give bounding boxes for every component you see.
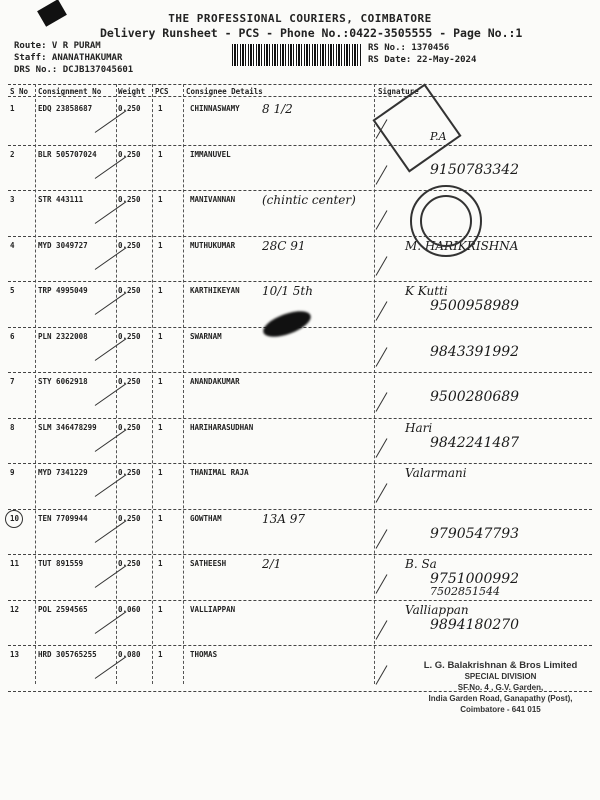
cell-weight: 0.250 <box>118 377 141 386</box>
cell-weight: 0.250 <box>118 468 141 477</box>
round-seal-inner <box>420 195 472 247</box>
stamp-line-address1: SF.No. 4 , G.V. Garden, <box>457 683 544 692</box>
cell-weight: 0.250 <box>118 286 141 295</box>
col-header-sno: S No <box>10 87 29 96</box>
header-separator <box>8 96 592 97</box>
cell-weight: 0.250 <box>118 240 141 250</box>
cell-sno: 9 <box>10 468 15 477</box>
delivery-tick-mark <box>95 247 127 270</box>
cell-pcs: 1 <box>158 331 163 341</box>
cell-consignment: HRD 305765255 <box>38 650 97 659</box>
delivery-tick-mark <box>95 383 127 406</box>
cell-consignee: THANIMAL RAJA <box>190 468 249 477</box>
table-row <box>0 555 600 601</box>
handwritten-signature: K Kutti <box>405 284 448 298</box>
handwritten-phone: 9500280689 <box>430 389 520 405</box>
handwritten-signature: Valliappan <box>405 602 469 617</box>
company-stamp <box>408 660 593 715</box>
cell-consignment: PLN 2322008 <box>38 331 88 341</box>
signature-mark <box>376 210 388 230</box>
cell-consignment: TRP 4995049 <box>38 286 88 295</box>
cell-consignment: STR 443111 <box>38 195 84 204</box>
signature-mark <box>376 574 388 594</box>
delivery-tick-mark <box>95 338 127 361</box>
handwritten-phone: 9500958989 <box>430 298 520 314</box>
handwritten-signature: Hari <box>405 420 433 435</box>
cell-consignment: MYD 7341229 <box>38 468 88 477</box>
cell-sno: 5 <box>10 286 15 295</box>
col-header-consignee: Consignee Details <box>186 87 263 96</box>
signature-mark <box>376 665 388 685</box>
cell-weight: 0.250 <box>118 422 141 432</box>
cell-pcs: 1 <box>158 468 163 477</box>
delivery-tick-mark <box>95 611 127 634</box>
cell-pcs: 1 <box>158 104 163 113</box>
handwritten-phone: 9751000992 <box>430 571 520 587</box>
stamp-line-city: Coimbatore - 641 015 <box>460 705 541 714</box>
cell-consignment: TUT 891559 <box>38 559 84 568</box>
handwritten-address: 2/1 <box>262 557 282 571</box>
table-row <box>0 328 600 374</box>
cell-consignee: IMMANUVEL <box>190 149 231 159</box>
table-row <box>0 146 600 192</box>
cell-consignment: BLR 505707024 <box>38 149 97 159</box>
cell-weight: 0.250 <box>118 513 141 523</box>
cell-pcs: 1 <box>158 377 163 386</box>
stamp-line-company: L. G. Balakrishnan & Bros Limited <box>423 660 578 671</box>
handwritten-address: 28C 91 <box>262 238 306 253</box>
handwritten-note: P.A <box>430 130 447 143</box>
cell-weight: 0.060 <box>118 604 141 614</box>
delivery-tick-mark <box>95 565 127 588</box>
handwritten-phone: 9150783342 <box>430 161 520 178</box>
handwritten-signature: M. HARIKRISHNA <box>405 238 519 253</box>
cell-consignee: HARIHARASUDHAN <box>190 422 254 432</box>
signature-mark <box>376 529 388 549</box>
table-row <box>0 373 600 419</box>
handwritten-address: 13A 97 <box>262 511 306 526</box>
handwritten-address: (chintic center) <box>262 193 356 207</box>
cell-consignment: POL 2594565 <box>38 604 88 614</box>
cell-weight: 0.250 <box>118 104 141 113</box>
table-row <box>0 419 600 465</box>
col-header-pcs: PCS <box>155 87 169 96</box>
staff-label: Staff: ANANATHAKUMAR <box>14 53 123 63</box>
signature-mark <box>376 438 388 458</box>
cell-sno: 4 <box>10 240 15 250</box>
cell-sno: 13 <box>10 650 20 659</box>
table-row <box>0 237 600 283</box>
cell-consignee: MUTHUKUMAR <box>190 240 236 250</box>
handwritten-phone: 9894180270 <box>430 616 520 633</box>
cell-consignee: SWARNAM <box>190 331 222 341</box>
signature-mark <box>376 392 388 412</box>
cell-pcs: 1 <box>158 195 163 204</box>
cell-sno: 2 <box>10 149 15 159</box>
cell-pcs: 1 <box>158 559 163 568</box>
cell-consignee: SATHEESH <box>190 559 227 568</box>
handwritten-phone: 9790547793 <box>430 525 520 542</box>
cell-sno: 12 <box>10 604 20 614</box>
cell-sno: 11 <box>10 559 20 568</box>
delivery-tick-mark <box>95 520 127 543</box>
cell-consignee: ANANDAKUMAR <box>190 377 240 386</box>
rs-number: RS No.: 1370456 <box>368 43 450 53</box>
cell-weight: 0.250 <box>118 149 141 159</box>
cell-consignee: VALLIAPPAN <box>190 604 236 614</box>
cell-consignment: EDQ 23858687 <box>38 104 93 113</box>
drs-label: DRS No.: DCJB137045601 <box>14 65 134 75</box>
cell-weight: 0.080 <box>118 650 141 659</box>
stamp-line-division: SPECIAL DIVISION <box>464 672 537 681</box>
handwritten-address: 8 1/2 <box>262 102 293 116</box>
signature-mark <box>376 256 388 276</box>
cell-consignment: STY 6062918 <box>38 377 88 386</box>
cell-pcs: 1 <box>158 650 163 659</box>
cell-pcs: 1 <box>158 149 163 159</box>
cell-pcs: 1 <box>158 422 163 432</box>
delivery-tick-mark <box>95 156 127 179</box>
handwritten-address: 10/1 5th <box>262 284 313 298</box>
delivery-tick-mark <box>95 201 127 224</box>
cell-pcs: 1 <box>158 513 163 523</box>
table-row <box>0 191 600 237</box>
table-row <box>0 601 600 647</box>
circled-mark <box>5 510 23 528</box>
handwritten-phone: 9842241487 <box>430 434 520 451</box>
handwritten-signature: B. Sa <box>405 557 437 571</box>
handwritten-note: 7502851544 <box>430 585 500 598</box>
signature-mark <box>376 165 388 185</box>
cell-consignee: GOWTHAM <box>190 513 222 523</box>
delivery-tick-mark <box>95 292 127 315</box>
handwritten-signature: Valarmani <box>405 466 467 480</box>
cell-consignment: MYD 3049727 <box>38 240 88 250</box>
cell-pcs: 1 <box>158 240 163 250</box>
delivery-tick-mark <box>95 110 127 133</box>
cell-sno: 7 <box>10 377 15 386</box>
stamp-line-address2: India Garden Road, Ganapathy (Post), <box>428 694 573 703</box>
delivery-tick-mark <box>95 656 127 679</box>
cell-weight: 0.250 <box>118 195 141 204</box>
cell-consignee: MANIVANNAN <box>190 195 236 204</box>
signature-mark <box>376 301 388 321</box>
signature-mark <box>376 620 388 640</box>
cell-sno: 8 <box>10 422 15 432</box>
signature-mark <box>376 347 388 367</box>
table-row <box>0 100 600 146</box>
route-label: Route: V R PURAM <box>14 41 101 51</box>
delivery-tick-mark <box>95 429 127 452</box>
table-row <box>0 464 600 510</box>
cell-sno: 3 <box>10 195 15 204</box>
cell-sno: 10 <box>10 513 20 523</box>
rs-date: RS Date: 22-May-2024 <box>368 55 477 65</box>
cell-consignment: TEN 7709944 <box>38 513 88 523</box>
signature-mark <box>376 483 388 503</box>
cell-sno: 6 <box>10 331 15 341</box>
col-header-signature: Signature <box>378 87 419 96</box>
cell-pcs: 1 <box>158 604 163 614</box>
table-top-border <box>8 84 592 85</box>
cell-consignee: KARTHIKEYAN <box>190 286 240 295</box>
cell-weight: 0.250 <box>118 331 141 341</box>
cell-consignment: SLM 346478299 <box>38 422 97 432</box>
col-header-consignment: Consignment No <box>38 87 102 96</box>
cell-pcs: 1 <box>158 286 163 295</box>
cell-sno: 1 <box>10 104 15 113</box>
col-header-weight: Weight <box>118 87 146 96</box>
page-title: THE PROFESSIONAL COURIERS, COIMBATORE <box>168 12 432 25</box>
cell-consignee: THOMAS <box>190 650 218 659</box>
table-row <box>0 510 600 556</box>
page-subtitle: Delivery Runsheet - PCS - Phone No.:0422-3505555 - Page No.:1 <box>100 26 523 40</box>
barcode-image <box>232 44 362 66</box>
delivery-tick-mark <box>95 474 127 497</box>
handwritten-phone: 9843391992 <box>430 343 520 360</box>
cell-consignee: CHINNASWAMY <box>190 104 240 113</box>
cell-weight: 0.250 <box>118 559 141 568</box>
